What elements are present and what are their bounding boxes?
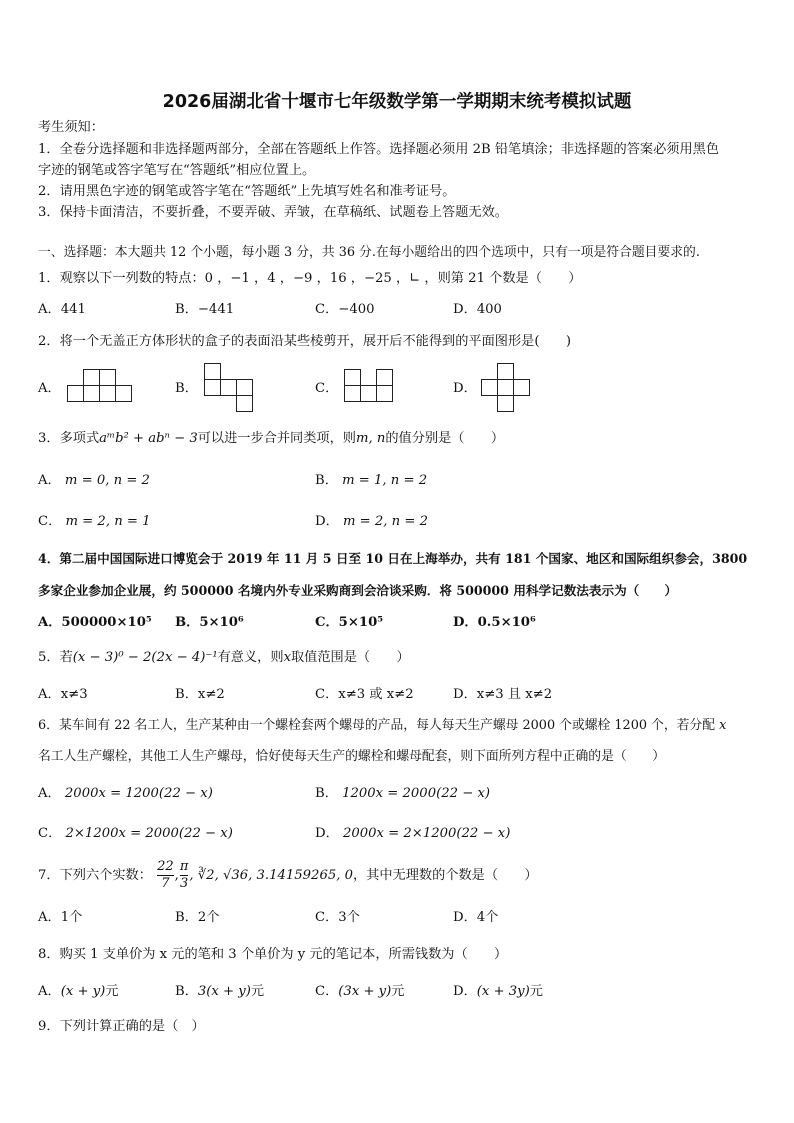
notice-line-3: 2．请用黑色字迹的钢笔或答字笔在“答题纸”上先填写姓名和准考证号。	[38, 184, 456, 199]
question-3-option-d: D． m = 2, n = 2	[315, 514, 428, 529]
question-1-stem: 1．观察以下一列数的特点：0 ，−1 ，4 ，−9 ，16 ，−25 ，∟ ，则第 21 个数是（ ）	[38, 271, 582, 286]
question-3-option-b: B． m = 1, n = 2	[315, 473, 428, 488]
question-1-option-b: B．−441	[175, 302, 235, 317]
question-8-option-b: B．3(x + y)元	[175, 984, 265, 999]
question-4-stem-line-1: 4．第二届中国国际进口博览会于 2019 年 11 月 5 日至 10 日在上海举办，共有 181 个国家、地区和国际组织参会，3800	[38, 551, 748, 566]
question-2-option-d: D．	[453, 381, 477, 396]
notice-line-1: 1．全卷分选择题和非选择题两部分，全部在答题纸上作答。选择题必须用 2B 铅笔填涂；非选择题的答案必须用黑色	[38, 142, 720, 157]
question-5-option-c: C．x≠3 或 x≠2	[315, 687, 414, 702]
question-6-option-d: D． 2000x = 2×1200(22 − x)	[315, 826, 511, 841]
question-6-option-b: B． 1200x = 2000(22 − x)	[315, 786, 491, 801]
question-1-option-a: A．441	[38, 302, 86, 317]
question-4-option-d: D．0.5×10⁶	[453, 615, 536, 630]
question-9-stem: 9．下列计算正确的是（ ）	[38, 1019, 205, 1034]
question-2-option-a: A．	[38, 381, 61, 396]
fraction-22-over-7: $\frac{22}{7}$	[157, 859, 174, 891]
question-6-option-a: A． 2000x = 1200(22 − x)	[38, 786, 213, 801]
question-5-option-d: D．x≠3 且 x≠2	[453, 687, 553, 702]
notice-line-4: 3．保持卡面清洁，不要折叠，不要弄破、弄皱，在草稿纸、试题卷上答题无效。	[38, 205, 508, 220]
notice-heading: 考生须知：	[38, 120, 104, 135]
question-7-option-a: A．1个	[38, 910, 83, 925]
question-4-option-b: B．5×10⁶	[175, 615, 244, 630]
question-2-stem: 2．将一个无盖正方体形状的盒子的表面沿某些棱剪开，展开后不能得到的平面图形是( )	[38, 334, 571, 349]
question-3-option-c: C． m = 2, n = 1	[38, 514, 151, 529]
question-1-option-c: C．−400	[315, 302, 375, 317]
page-title: 2026届湖北省十堰市七年级数学第一学期期末统考模拟试题	[162, 92, 632, 112]
section-heading: 一、选择题：本大题共 12 个小题，每小题 3 分，共 36 分.在每小题给出的四个选项中，只有一项是符合题目要求的.	[38, 245, 700, 260]
question-7-option-d: D．4个	[453, 910, 499, 925]
question-6-stem-line-1: 6．某车间有 22 名工人，生产某种由一个螺栓套两个螺母的产品，每人每天生产螺母 2000 个或螺栓 1200 个，若分配 x	[38, 718, 727, 733]
question-8-option-a: A．(x + y)元	[38, 984, 119, 999]
question-5-option-b: B．x≠2	[175, 687, 225, 702]
question-5-stem: 5．若(x − 3)⁰ − 2(2x − 4)⁻¹有意义，则x取值范围是（ ）	[38, 650, 410, 665]
question-5-option-a: A．x≠3	[38, 687, 88, 702]
question-7-option-b: B．2个	[175, 910, 220, 925]
question-8-stem: 8．购买 1 支单价为 x 元的笔和 3 个单价为 y 元的笔记本，所需钱数为（ ）	[38, 947, 508, 962]
question-3-option-a: A． m = 0, n = 2	[38, 473, 150, 488]
question-4-option-a: A．500000×10⁵	[38, 615, 152, 630]
question-2-option-c: C．	[315, 381, 339, 396]
question-4-option-c: C．5×10⁵	[315, 615, 384, 630]
question-7-stem: 7．下列六个实数： $\frac{22}{7}$ , $\frac{\pi}{3}$ , ∛2, √36, 3.14159265, 0，其中无理数的个数是（ ）	[38, 859, 538, 891]
question-3-stem: 3．多项式aᵐb² + abⁿ − 3可以进一步合并同类项，则m, n的值分别是（ ）	[38, 431, 505, 446]
question-1-option-d: D．400	[453, 302, 502, 317]
question-8-option-d: D．(x + 3y)元	[453, 984, 543, 999]
fraction-pi-over-3: $\frac{\pi}{3}$	[179, 859, 189, 891]
question-6-stem-line-2: 名工人生产螺栓，其他工人生产螺母，恰好使每天生产的螺栓和螺母配套，则下面所列方程中正确的是（ ）	[38, 749, 666, 764]
question-4-stem-line-2: 多家企业参加企业展，约 500000 名境内外专业采购商到会洽谈采购．将 500000 用科学记数法表示为（ ）	[38, 583, 678, 598]
question-6-option-c: C． 2×1200x = 2000(22 − x)	[38, 826, 233, 841]
question-2-option-b: B．	[175, 381, 198, 396]
notice-line-2: 字迹的钢笔或答字笔写在“答题纸”相应位置上。	[38, 163, 316, 178]
question-8-option-c: C．(3x + y)元	[315, 984, 405, 999]
question-7-option-c: C．3个	[315, 910, 360, 925]
